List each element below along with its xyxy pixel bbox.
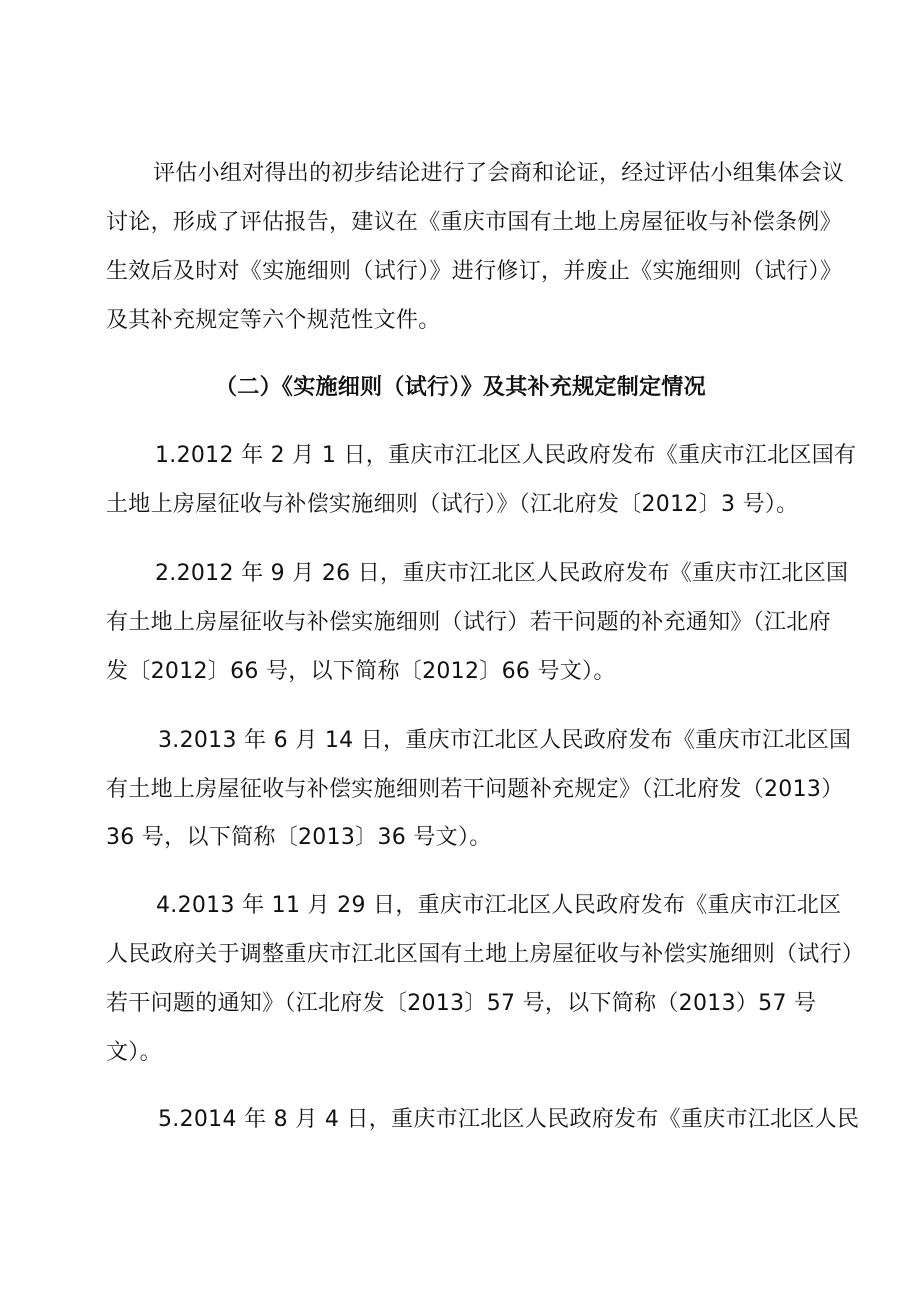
list-item-line: 若干问题的通知》（江北府发〔2013〕57 号，以下简称（2013）57 号 [106, 991, 817, 1016]
list-item-line: 有土地上房屋征收与补偿实施细则（试行）若干问题的补充通知》（江北府 [106, 610, 831, 635]
list-item-line: 36 号，以下简称〔2013〕36 号文）。 [106, 825, 492, 850]
paragraph-line: 讨论，形成了评估报告，建议在《重庆市国有土地上房屋征收与补偿条例》 [106, 210, 842, 235]
list-item-line: 土地上房屋征收与补偿实施细则（试行）》（江北府发〔2012〕3 号）。 [106, 492, 799, 517]
paragraph-line: 及其补充规定等六个规范性文件。 [106, 308, 441, 333]
paragraph-line: 评估小组对得出的初步结论进行了会商和论证，经过评估小组集体会议 [153, 161, 845, 186]
list-item-line: 4.2013 年 11 月 29 日，重庆市江北区人民政府发布《重庆市江北区 [156, 893, 842, 918]
list-item-line: 5.2014 年 8 月 4 日，重庆市江北区人民政府发布《重庆市江北区人民 [158, 1107, 860, 1132]
list-item-line: 1.2012 年 2 月 1 日，重庆市江北区人民政府发布《重庆市江北区国有 [155, 443, 857, 468]
list-item-line: 3.2013 年 6 月 14 日，重庆市江北区人民政府发布《重庆市江北区国 [158, 728, 852, 753]
list-item-line: 有土地上房屋征收与补偿实施细则若干问题补充规定》（江北府发（2013） [106, 777, 844, 802]
list-item-line: 2.2012 年 9 月 26 日，重庆市江北区人民政府发布《重庆市江北区国 [155, 561, 849, 586]
section-heading: （二）《实施细则（试行）》及其补充规定制定情况 [215, 375, 706, 400]
list-item-line: 人民政府关于调整重庆市江北区国有土地上房屋征收与补偿实施细则（试行） [106, 942, 865, 967]
list-item-line: 文）。 [106, 1040, 162, 1065]
list-item-line: 发〔2012〕66 号，以下简称〔2012〕66 号文）。 [106, 659, 616, 684]
paragraph-line: 生效后及时对《实施细则（试行）》进行修订，并废止《实施细则（试行）》 [106, 259, 843, 284]
